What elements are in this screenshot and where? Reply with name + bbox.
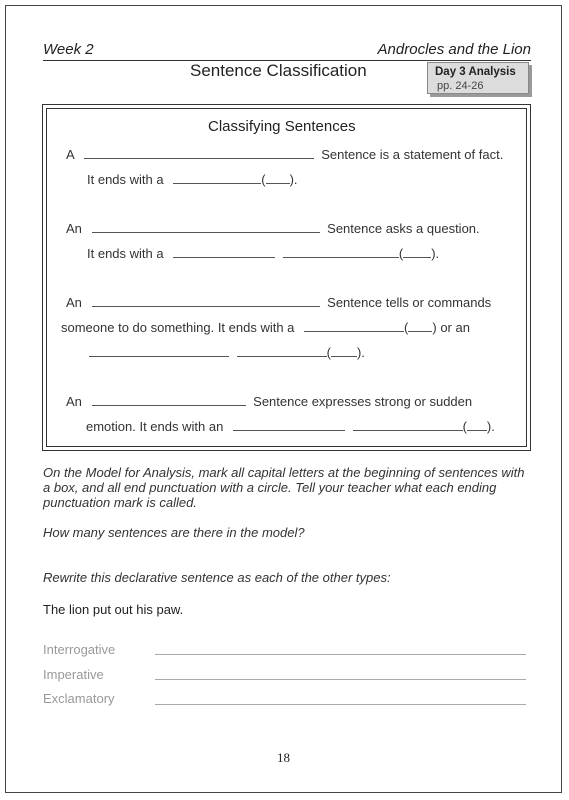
exclamatory-label: Exclamatory (43, 691, 115, 706)
imperative-name-blank[interactable] (92, 294, 320, 307)
s2a-post: Sentence asks a question. (327, 221, 480, 236)
s3a-pre: An (66, 295, 82, 310)
imperative-label: Imperative (43, 667, 104, 682)
s3b-paren-close: ) or an (432, 320, 470, 335)
interrogative-line-2 (87, 245, 439, 261)
s4a-pre: An (66, 394, 82, 409)
s2b-paren-close: ). (431, 246, 440, 261)
imperative-line-3 (89, 344, 365, 360)
exclamatory-answer-line[interactable] (155, 704, 526, 705)
instruction-count-sentences: How many sentences are there in the model? (43, 525, 305, 540)
declarative-mark-blank[interactable] (266, 171, 290, 184)
declarative-line-1 (66, 146, 503, 162)
imperative-mark-blank-2[interactable] (331, 344, 357, 357)
model-sentence: The lion put out his paw. (43, 602, 184, 617)
page-title: Sentence Classification (190, 61, 367, 80)
exclamatory-punct-blank-2[interactable] (353, 418, 463, 431)
declarative-name-blank[interactable] (84, 146, 314, 159)
imperative-mark-blank-1[interactable] (408, 319, 432, 332)
interrogative-line-1 (66, 220, 480, 236)
s3a-post: Sentence tells or commands (327, 295, 492, 310)
exclamatory-line-2 (86, 418, 495, 434)
s3c-paren-close: ). (356, 345, 365, 360)
story-title: Androcles and the Lion (377, 41, 531, 58)
instruction-mark-punctuation: On the Model for Analysis, mark all capital letters at the beginning of sentences with a box, and all end punctuation with a circle. Tell your teacher what each ending punctuation mark is called. (43, 465, 525, 510)
s1b-paren-close: ). (289, 172, 298, 187)
declarative-line-2 (87, 171, 298, 187)
page-number: 18 (277, 750, 290, 765)
s2a-pre: An (66, 221, 82, 236)
s4b-paren-open: ( (462, 419, 467, 434)
s1a-pre: A (66, 147, 74, 162)
box-title: Classifying Sentences (208, 118, 356, 135)
s4b-pre: emotion. It ends with an (86, 419, 224, 434)
exclamatory-punct-blank-1[interactable] (233, 418, 345, 431)
imperative-punct-blank-3[interactable] (237, 344, 327, 357)
imperative-line-2 (61, 319, 470, 335)
instruction-rewrite: Rewrite this declarative sentence as each of the other types: (43, 570, 391, 585)
interrogative-answer-line[interactable] (155, 654, 526, 655)
tag-pages: pp. 24-26 (437, 80, 484, 92)
s4b-paren-close: ). (486, 419, 495, 434)
s2b-pre: It ends with a (87, 246, 164, 261)
exclamatory-mark-blank[interactable] (467, 418, 487, 431)
interrogative-punct-blank-2[interactable] (283, 245, 399, 258)
tag-day: Day 3 Analysis (435, 66, 516, 78)
imperative-punct-blank-1[interactable] (304, 319, 404, 332)
s2b-paren-open: ( (398, 246, 404, 261)
interrogative-mark-blank[interactable] (403, 245, 431, 258)
s1b-pre: It ends with a (87, 172, 164, 187)
s3b-pre: someone to do something. It ends with a (61, 320, 295, 335)
day-analysis-tag (427, 62, 529, 94)
exclamatory-name-blank[interactable] (92, 393, 246, 406)
s1b-paren-open: ( (261, 172, 266, 187)
s1a-post: Sentence is a statement of fact. (321, 147, 504, 162)
imperative-line-1 (66, 294, 491, 310)
s3b-paren-open: ( (404, 320, 409, 335)
imperative-punct-blank-2[interactable] (89, 344, 229, 357)
s4a-post: Sentence expresses strong or sudden (253, 394, 473, 409)
interrogative-name-blank[interactable] (92, 220, 320, 233)
interrogative-label: Interrogative (43, 642, 116, 657)
week-label: Week 2 (43, 41, 94, 58)
declarative-punct-blank[interactable] (173, 171, 261, 184)
exclamatory-line-1 (66, 393, 472, 409)
s3c-paren-open: ( (326, 345, 331, 360)
interrogative-punct-blank-1[interactable] (173, 245, 275, 258)
imperative-answer-line[interactable] (155, 679, 526, 680)
